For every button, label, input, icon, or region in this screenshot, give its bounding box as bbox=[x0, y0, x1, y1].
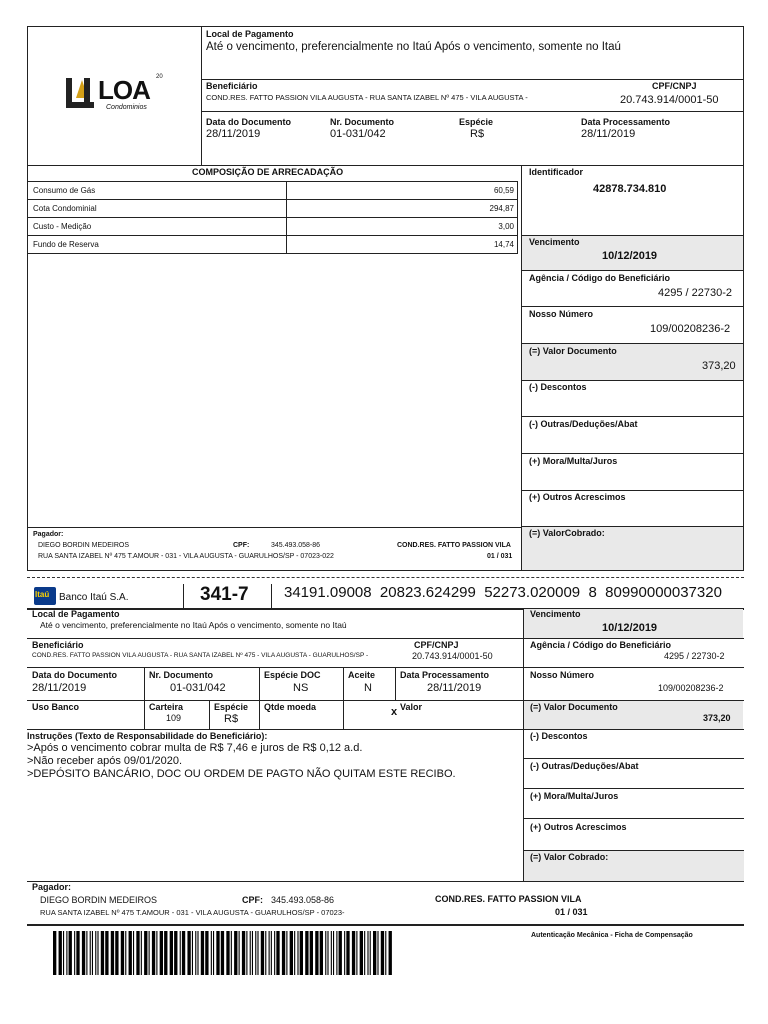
barcode-bar bbox=[221, 931, 224, 975]
barcode-bar bbox=[344, 931, 345, 975]
x-mark: x bbox=[391, 706, 398, 718]
barcode-bar bbox=[205, 931, 208, 975]
barcode-bar bbox=[213, 931, 214, 975]
valor-cobrado-label: (=) Valor Cobrado: bbox=[530, 852, 609, 862]
divider bbox=[523, 758, 744, 759]
column-divider bbox=[523, 608, 524, 881]
instrucao-line: >DEPÓSITO BANCÁRIO, DOC OU ORDEM DE PAGTO NÃO QUITAM ESTE RECIBO. bbox=[27, 768, 456, 780]
valor-cobrado-label: (=) ValorCobrado: bbox=[529, 528, 605, 538]
valor-documento-label: (=) Valor Documento bbox=[530, 702, 618, 712]
barcode-bar bbox=[231, 931, 232, 975]
barcode-bar bbox=[352, 931, 355, 975]
barcode-bar bbox=[211, 931, 212, 975]
aceite-value: N bbox=[364, 682, 372, 694]
local-pagamento-value: Até o vencimento, preferencialmente no Itaú Após o vencimento, somente no Itaú bbox=[206, 41, 621, 53]
divider bbox=[201, 79, 744, 80]
barcode-bar bbox=[367, 931, 368, 975]
table-row-divider bbox=[27, 235, 518, 236]
barcode-bar bbox=[133, 931, 134, 975]
barcode-bar bbox=[246, 931, 247, 975]
barcode-bar bbox=[182, 931, 185, 975]
barcode-bar bbox=[97, 931, 98, 975]
uso-banco-label: Uso Banco bbox=[32, 702, 80, 712]
nosso-numero-label: Nosso Número bbox=[529, 309, 594, 319]
barcode-bar bbox=[136, 931, 139, 975]
aceite-label: Aceite bbox=[348, 670, 376, 680]
barcode-bar bbox=[290, 931, 293, 975]
barcode-bar bbox=[327, 931, 328, 975]
pagador-cond: COND.RES. FATTO PASSION VILA bbox=[435, 894, 582, 904]
valor-label: Valor bbox=[400, 702, 423, 712]
valor-documento-label: (=) Valor Documento bbox=[529, 346, 617, 356]
table-row-label: Custo - Medição bbox=[33, 222, 92, 231]
especie-value: R$ bbox=[470, 128, 485, 140]
outros-acrescimos-label: (+) Outros Acrescimos bbox=[529, 492, 626, 502]
nosso-numero-label: Nosso Número bbox=[530, 670, 595, 680]
divider bbox=[521, 270, 744, 271]
logo-sub: Condominios bbox=[106, 104, 147, 111]
especie-value: R$ bbox=[224, 713, 239, 725]
barcode-bar bbox=[297, 931, 298, 975]
pagador-address: RUA SANTA IZABEL Nº 475 T.AMOUR - 031 - VILA AUGUSTA - GUARULHOS/SP - 07023-022 bbox=[38, 553, 334, 560]
pagador-label: Pagador: bbox=[32, 882, 72, 892]
cpf-cnpj-value: 20.743.914/0001-50 bbox=[412, 651, 493, 661]
divider bbox=[27, 729, 744, 730]
data-documento-value: 28/11/2019 bbox=[32, 682, 87, 694]
barcode-bar bbox=[82, 931, 85, 975]
table-row-label: Cota Condominial bbox=[33, 204, 97, 213]
divider bbox=[209, 700, 210, 729]
data-processamento-label: Data Processamento bbox=[400, 670, 490, 680]
barcode-bar bbox=[257, 931, 258, 975]
table-row-value: 14,74 bbox=[493, 240, 514, 249]
barcode-bar bbox=[282, 931, 285, 975]
cpf-cnpj-value: 20.743.914/0001-50 bbox=[620, 94, 719, 106]
divider bbox=[523, 818, 744, 819]
mora-multa-label: (+) Mora/Multa/Juros bbox=[529, 456, 618, 466]
barcode-bar bbox=[234, 931, 237, 975]
instrucao-line: >Após o vencimento cobrar multa de R$ 7,46 e juros de R$ 0,12 a.d. bbox=[27, 742, 363, 754]
barcode-bar bbox=[269, 931, 270, 975]
autenticacao-label: Autenticação Mecânica - Ficha de Compensação bbox=[531, 932, 693, 939]
divider bbox=[27, 881, 744, 882]
data-documento-label: Data do Documento bbox=[32, 670, 118, 680]
agencia-label: Agência / Código do Beneficiário bbox=[529, 273, 671, 283]
barcode-bar bbox=[121, 931, 124, 975]
data-processamento-value: 28/11/2019 bbox=[581, 128, 636, 140]
table-row-value: 3,00 bbox=[498, 222, 514, 231]
data-processamento-value: 28/11/2019 bbox=[427, 682, 482, 694]
table-row-value: 294,87 bbox=[489, 204, 514, 213]
barcode-bar bbox=[201, 931, 204, 975]
instrucoes-label: Instruções (Texto de Responsabilidade do Beneficiário): bbox=[27, 731, 268, 741]
divider bbox=[27, 924, 744, 926]
barcode-bar bbox=[294, 931, 295, 975]
barcode-bar bbox=[377, 931, 378, 975]
table-row-label: Consumo de Gás bbox=[33, 186, 96, 195]
barcode-bar bbox=[180, 931, 181, 975]
barcode-bar bbox=[152, 931, 155, 975]
identificador-value: 42878.734.810 bbox=[593, 183, 667, 195]
data-documento-value: 28/11/2019 bbox=[206, 128, 261, 140]
carteira-label: Carteira bbox=[149, 702, 184, 712]
divider bbox=[183, 584, 184, 608]
barcode-bar bbox=[373, 931, 376, 975]
especie-label: Espécie bbox=[214, 702, 249, 712]
descontos-label: (-) Descontos bbox=[530, 731, 588, 741]
barcode-bar bbox=[381, 931, 384, 975]
barcode-bar bbox=[339, 931, 342, 975]
pagador-name: DIEGO BORDIN MEDEIROS bbox=[40, 895, 158, 905]
logo-divider bbox=[201, 26, 202, 165]
barcode-bar bbox=[310, 931, 313, 975]
pagador-cpf-label: CPF: bbox=[242, 895, 263, 905]
barcode-bar bbox=[320, 931, 323, 975]
valor-documento-value: 373,20 bbox=[703, 713, 731, 723]
especie-label: Espécie bbox=[459, 117, 494, 127]
barcode-bar bbox=[187, 931, 190, 975]
pagador-cpf-value: 345.493.058-86 bbox=[271, 895, 335, 905]
divider bbox=[521, 453, 744, 454]
data-documento-label: Data do Documento bbox=[206, 117, 292, 127]
instrucao-line: >Não receber após 09/01/2020. bbox=[27, 755, 183, 767]
barcode-bar bbox=[360, 931, 363, 975]
barcode-bar bbox=[325, 931, 326, 975]
beneficiario-value: COND.RES. FATTO PASSION VILA AUGUSTA - RUA SANTA IZABEL Nº 475 - VILA AUGUSTA - GUARULHOS/SP - bbox=[32, 652, 369, 659]
barcode-bar bbox=[197, 931, 198, 975]
qtde-moeda-label: Qtde moeda bbox=[264, 702, 317, 712]
barcode-bar bbox=[160, 931, 163, 975]
barcode-bar bbox=[192, 931, 193, 975]
pagador-unit: 01 / 031 bbox=[555, 907, 588, 917]
barcode-bar bbox=[86, 931, 87, 975]
agencia-label: Agência / Código do Beneficiário bbox=[530, 640, 672, 650]
barcode-bar bbox=[174, 931, 177, 975]
local-pagamento-label: Local de Pagamento bbox=[206, 29, 294, 39]
barcode-bar bbox=[74, 931, 75, 975]
data-processamento-label: Data Processamento bbox=[581, 117, 671, 127]
agencia-value: 4295 / 22730-2 bbox=[658, 287, 733, 299]
vencimento-value: 10/12/2019 bbox=[602, 622, 658, 634]
table-row-label: Fundo de Reserva bbox=[33, 240, 99, 249]
local-pagamento-value: Até o vencimento, preferencialmente no Itaú Após o vencimento, somente no Itaú bbox=[40, 620, 347, 630]
pagador-unit: 01 / 031 bbox=[487, 553, 513, 560]
barcode-bar bbox=[255, 931, 256, 975]
barcode-bar bbox=[92, 931, 93, 975]
cpf-cnpj-label: CPF/CNPJ bbox=[652, 81, 697, 91]
divider bbox=[521, 380, 744, 381]
pagador-cpf-label: CPF: bbox=[233, 542, 250, 549]
barcode-bar bbox=[149, 931, 150, 975]
divider bbox=[343, 667, 344, 729]
barcode-bar bbox=[346, 931, 349, 975]
divider bbox=[521, 416, 744, 417]
barcode-bar bbox=[156, 931, 157, 975]
outros-acrescimos-label: (+) Outros Acrescimos bbox=[530, 822, 627, 832]
barcode-bar bbox=[144, 931, 147, 975]
nr-documento-label: Nr. Documento bbox=[330, 117, 395, 127]
barcode-bar bbox=[252, 931, 253, 975]
barcode-bar bbox=[216, 931, 219, 975]
barcode-bar bbox=[66, 931, 67, 975]
outras-deducoes-label: (-) Outras/Deduções/Abat bbox=[529, 419, 638, 429]
composicao-title: COMPOSIÇÃO DE ARRECADAÇÃO bbox=[192, 167, 344, 177]
divider bbox=[27, 667, 744, 668]
barcode-bar bbox=[370, 931, 371, 975]
divider bbox=[259, 667, 260, 700]
vencimento-label: Vencimento bbox=[529, 237, 580, 247]
barcode-bar bbox=[239, 931, 240, 975]
barcode-bar bbox=[69, 931, 72, 975]
nosso-numero-value: 109/00208236-2 bbox=[658, 683, 724, 693]
logo-brand: LOA bbox=[98, 75, 150, 105]
divider bbox=[521, 306, 744, 307]
divider bbox=[271, 584, 272, 608]
nr-documento-label: Nr. Documento bbox=[149, 670, 214, 680]
divider bbox=[27, 165, 744, 166]
barcode-bar bbox=[141, 931, 142, 975]
barcode-bar bbox=[195, 931, 196, 975]
identificador-label: Identificador bbox=[529, 167, 584, 177]
barcode-bar bbox=[300, 931, 303, 975]
divider bbox=[144, 700, 145, 729]
bank-name: Banco Itaú S.A. bbox=[59, 592, 129, 603]
descontos-label: (-) Descontos bbox=[529, 382, 587, 392]
barcode-bar bbox=[389, 931, 392, 975]
pagador-address: RUA SANTA IZABEL Nº 475 T.AMOUR - 031 - VILA AUGUSTA - GUARULHOS/SP - 07023- bbox=[40, 908, 345, 917]
barcode-bar bbox=[356, 931, 357, 975]
divider bbox=[521, 490, 744, 491]
vencimento-value: 10/12/2019 bbox=[602, 250, 658, 262]
divider bbox=[395, 667, 396, 700]
barcode-bar bbox=[53, 931, 56, 975]
nr-documento-value: 01-031/042 bbox=[170, 682, 226, 694]
barcode-bar bbox=[250, 931, 251, 975]
especie-doc-label: Espécie DOC bbox=[264, 670, 321, 680]
beneficiario-label: Beneficiário bbox=[32, 640, 84, 650]
divider bbox=[144, 667, 145, 700]
barcode-bar bbox=[129, 931, 132, 975]
valor-documento-value: 373,20 bbox=[702, 360, 736, 372]
barcode-bar bbox=[276, 931, 279, 975]
company-logo bbox=[62, 74, 172, 114]
barcode-bar bbox=[336, 931, 337, 975]
cpf-cnpj-label: CPF/CNPJ bbox=[414, 640, 459, 650]
barcode-bar bbox=[271, 931, 272, 975]
divider bbox=[27, 638, 744, 639]
logo-mark: 20 bbox=[156, 74, 163, 80]
carteira-value: 109 bbox=[166, 713, 182, 723]
barcode-bar bbox=[76, 931, 79, 975]
barcode-bar bbox=[265, 931, 266, 975]
cut-line bbox=[27, 577, 744, 578]
barcode-bar bbox=[305, 931, 308, 975]
barcode-bar bbox=[315, 931, 318, 975]
bank-code: 341-7 bbox=[200, 584, 249, 605]
barcode-bar bbox=[226, 931, 229, 975]
vencimento-label: Vencimento bbox=[530, 609, 581, 619]
nosso-numero-value: 109/00208236-2 bbox=[650, 323, 731, 335]
divider bbox=[523, 788, 744, 789]
beneficiario-label: Beneficiário bbox=[206, 81, 258, 91]
barcode-bar bbox=[90, 931, 91, 975]
beneficiario-value: COND.RES. FATTO PASSION VILA AUGUSTA - RUA SANTA IZABEL Nº 475 - VILA AUGUSTA - bbox=[206, 93, 528, 102]
pagador-label: Pagador: bbox=[33, 531, 64, 538]
barcode-bar bbox=[63, 931, 64, 975]
agencia-value: 4295 / 22730-2 bbox=[664, 651, 725, 661]
barcode-bar bbox=[105, 931, 108, 975]
barcode-bar bbox=[385, 931, 386, 975]
barcode-bar bbox=[164, 931, 167, 975]
barcode-bar bbox=[115, 931, 118, 975]
pagador-cpf-value: 345.493.058-86 bbox=[271, 542, 321, 549]
pagador-cond: COND.RES. FATTO PASSION VILA bbox=[397, 542, 511, 549]
table-row-divider bbox=[27, 217, 518, 218]
local-pagamento-label: Local de Pagamento bbox=[32, 609, 120, 619]
barcode-bar bbox=[286, 931, 287, 975]
barcode-bar bbox=[125, 931, 126, 975]
divider bbox=[259, 700, 260, 729]
barcode-bar bbox=[331, 931, 332, 975]
barcode-bar bbox=[242, 931, 245, 975]
barcode-bar bbox=[364, 931, 365, 975]
linha-digitavel: 34191.09008 20823.624299 52273.020009 8 80990000037320 bbox=[284, 584, 722, 601]
itau-logo-text: Itaú bbox=[35, 590, 50, 599]
especie-doc-value: NS bbox=[293, 682, 309, 694]
divider bbox=[201, 111, 744, 112]
barcode-bar bbox=[95, 931, 96, 975]
barcode-bar bbox=[101, 931, 104, 975]
barcode-bar bbox=[261, 931, 264, 975]
barcode bbox=[53, 931, 393, 975]
barcode-bar bbox=[274, 931, 275, 975]
barcode-bar bbox=[111, 931, 114, 975]
barcode-bar bbox=[333, 931, 334, 975]
barcode-bar bbox=[170, 931, 173, 975]
barcode-bar bbox=[59, 931, 62, 975]
mora-multa-label: (+) Mora/Multa/Juros bbox=[530, 791, 619, 801]
nr-documento-value: 01-031/042 bbox=[330, 128, 386, 140]
outras-deducoes-label: (-) Outras/Deduções/Abat bbox=[530, 761, 639, 771]
divider bbox=[27, 527, 521, 528]
pagador-name: DIEGO BORDIN MEDEIROS bbox=[38, 542, 130, 549]
table-row-divider bbox=[27, 199, 518, 200]
table-row-value: 60,59 bbox=[493, 186, 514, 195]
